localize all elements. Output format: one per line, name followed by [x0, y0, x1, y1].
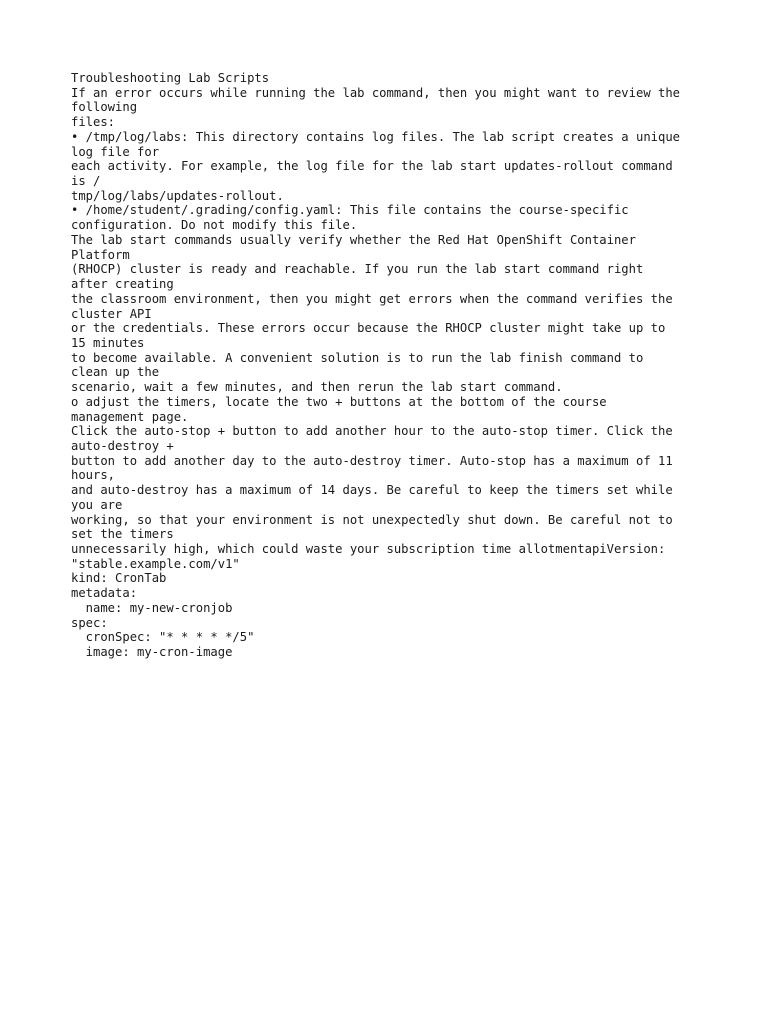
code-line: image: my-cron-image [71, 645, 233, 660]
text-line: cluster API [71, 306, 152, 321]
text-line: unnecessarily high, which could waste your subscription time allotmentapiVersion: [71, 542, 666, 556]
code-line: "stable.example.com/v1" [71, 556, 240, 571]
text-line: management page. [71, 409, 189, 424]
text-line: working, so that your environment is not unexpectedly shut down. Be careful not to [71, 512, 673, 527]
text-line: and auto-destroy has a maximum of 14 days. Be careful to keep the timers set while [71, 483, 673, 498]
text-line: If an error occurs while running the lab command, then you might want to review the [71, 85, 681, 100]
text-line: files: [71, 115, 116, 130]
text-line: each activity. For example, the log file for the lab start updates-rollout command [71, 159, 673, 174]
text-line: the classroom environment, then you might get errors when the command verifies the [71, 291, 673, 306]
text-line: to become available. A convenient solution is to run the lab finish command to [71, 350, 644, 365]
text-line: auto-destroy + [71, 438, 174, 453]
text-line: scenario, wait a few minutes, and then rerun the lab start command. [71, 380, 563, 395]
text-line: tmp/log/labs/updates-rollout. [71, 188, 284, 203]
code-line: spec: [71, 615, 108, 630]
text-line: set the timers [71, 527, 174, 542]
text-line: you are [71, 497, 123, 512]
text-line: o adjust the timers, locate the two + buttons at the bottom of the course [71, 394, 607, 409]
text-line: Platform [71, 247, 130, 262]
text-line: hours, [71, 468, 116, 483]
text-line: The lab start commands usually verify whether the Red Hat OpenShift Container [71, 232, 636, 247]
text-line: Click the auto-stop + button to add another hour to the auto-stop timer. Click the [71, 424, 673, 439]
text-line: following [71, 100, 138, 115]
document-title: Troubleshooting Lab Scripts [71, 71, 270, 85]
code-line: metadata: [71, 586, 138, 601]
code-line: kind: CronTab [71, 571, 167, 586]
text-line: button to add another day to the auto-destroy timer. Auto-stop has a maximum of 11 [71, 453, 673, 468]
text-line: clean up the [71, 365, 160, 380]
text-line: or the credentials. These errors occur because the RHOCP cluster might take up to [71, 321, 666, 336]
bullet-line: • /home/student/.grading/config.yaml: This file contains the course-specific [71, 203, 629, 218]
code-line: cronSpec: "* * * * */5" [71, 630, 255, 645]
text-line: after creating [71, 277, 174, 292]
text-line: (RHOCP) cluster is ready and reachable. If you run the lab start command right [71, 262, 644, 277]
text-line: configuration. Do not modify this file. [71, 218, 358, 233]
text-line: is / [71, 174, 101, 189]
bullet-line: • /tmp/log/labs: This directory contains log files. The lab script creates a unique [71, 129, 681, 144]
text-line: log file for [71, 144, 160, 159]
text-line: 15 minutes [71, 335, 145, 350]
code-line: name: my-new-cronjob [71, 600, 233, 615]
document-page [71, 71, 711, 660]
